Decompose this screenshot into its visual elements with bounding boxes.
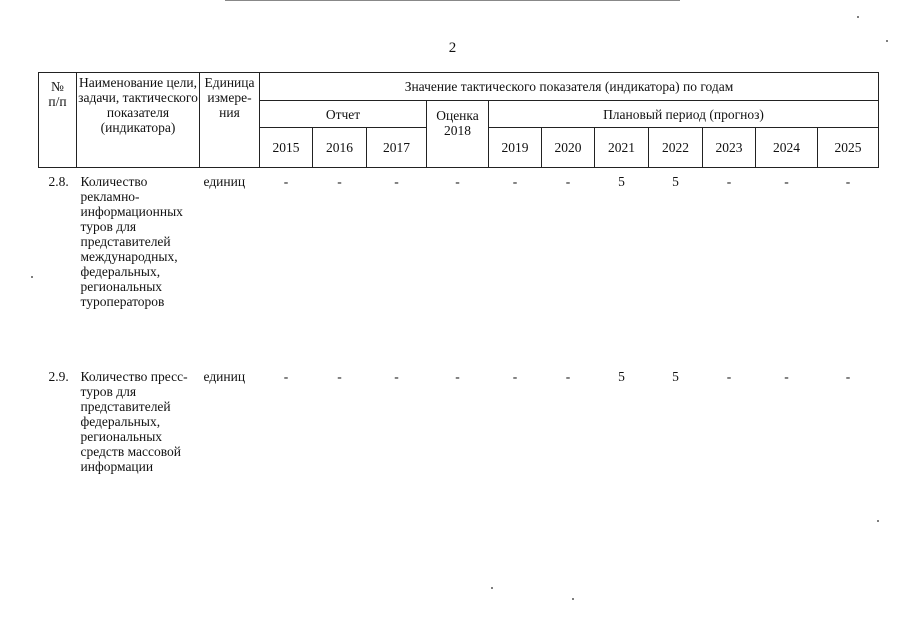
value-cell: - — [394, 368, 399, 384]
header-plan: Плановый период (прогноз) — [489, 101, 879, 128]
row-number: 2.8. — [48, 174, 69, 189]
header-year: 2021 — [595, 128, 649, 168]
table-row — [39, 363, 879, 483]
value-cell: - — [726, 174, 732, 189]
indicator-unit: единиц — [203, 174, 246, 189]
header-year: 2016 — [313, 128, 367, 168]
value-cell: - — [845, 174, 851, 189]
header-name: Наименование цели, задачи, тактического показателя (индикатора) — [77, 73, 200, 168]
value-cell: - — [337, 174, 342, 189]
value-cell: - — [565, 368, 571, 384]
header-year: 2023 — [703, 128, 756, 168]
value-cell: - — [394, 174, 399, 189]
value-cell: 5 — [618, 368, 625, 384]
value-cell: - — [337, 368, 342, 384]
header-year: 2020 — [542, 128, 595, 168]
value-cell: - — [455, 174, 460, 189]
value-cell: - — [784, 368, 789, 384]
value-cell: 5 — [672, 368, 679, 384]
header-unit: Единица измере-ния — [200, 73, 260, 168]
header-year: 2024 — [756, 128, 818, 168]
value-cell: - — [283, 174, 289, 189]
value-cell: 5 — [672, 174, 679, 189]
header-report: Отчет — [260, 101, 427, 128]
scan-speck — [572, 598, 574, 600]
indicator-unit: единиц — [203, 368, 246, 384]
indicators-table — [38, 72, 879, 483]
page-number: 2 — [448, 40, 457, 56]
scan-speck — [491, 587, 493, 589]
header-num-label: № п/п — [48, 79, 67, 109]
value-cell: - — [726, 368, 732, 384]
header-values-group: Значение тактического показателя (индикатора) по годам — [260, 73, 879, 101]
value-cell: - — [565, 174, 571, 189]
value-cell: - — [512, 174, 518, 189]
indicator-name: Количество рекламно-информационных туров для представителей международных, федеральных, региональных туроператоров — [80, 174, 183, 309]
scan-speck — [31, 276, 33, 278]
header-row-1 — [39, 73, 879, 101]
header-estimate: Оценка 2018 — [427, 101, 489, 168]
scan-speck — [877, 520, 879, 522]
header-num — [39, 73, 77, 168]
scan-speck — [857, 16, 859, 18]
indicator-name: Количество пресс-туров для представителей федеральных, региональных средств массовой информации — [80, 368, 188, 474]
header-year: 2015 — [260, 128, 313, 168]
value-cell: - — [784, 174, 789, 189]
header-year: 2017 — [367, 128, 427, 168]
row-number: 2.9. — [48, 368, 69, 384]
header-year: 2019 — [489, 128, 542, 168]
value-cell: 5 — [618, 174, 625, 189]
value-cell: - — [455, 368, 460, 384]
value-cell: - — [283, 368, 289, 384]
top-rule — [225, 0, 680, 1]
table-row — [39, 168, 879, 363]
header-year: 2025 — [818, 128, 879, 168]
value-cell: - — [512, 368, 518, 384]
value-cell: - — [845, 368, 851, 384]
scan-speck — [886, 40, 888, 42]
header-year: 2022 — [649, 128, 703, 168]
